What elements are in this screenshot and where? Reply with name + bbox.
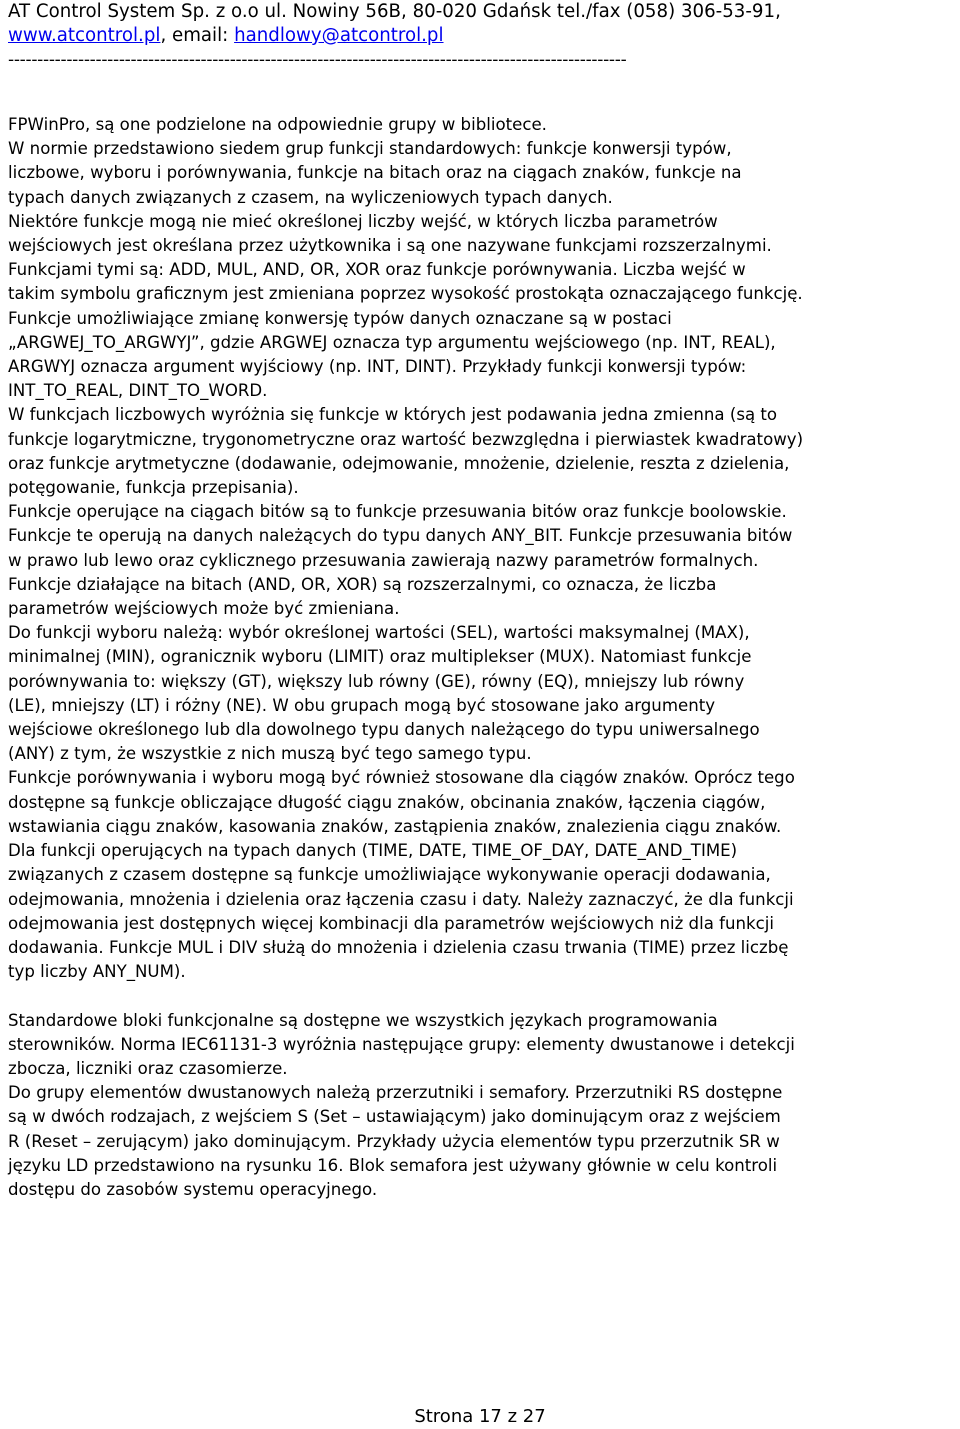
text-line: R (Reset – zerującym) jako dominującym. Przykłady użycia elementów typu przerzutnik SR w xyxy=(8,1131,780,1151)
text-line: (LE), mniejszy (LT) i różny (NE). W obu grupach mogą być stosowane jako argumenty xyxy=(8,695,716,715)
text-line: potęgowanie, funkcja przepisania). xyxy=(8,478,299,498)
text-line: typ liczby ANY_NUM). xyxy=(8,962,186,982)
website-link[interactable]: www.atcontrol.pl xyxy=(8,25,161,46)
text-line: w prawo lub lewo oraz cyklicznego przesuwania zawierają nazwy parametrów formalnych. xyxy=(8,550,759,570)
text-line: INT_TO_REAL, DINT_TO_WORD. xyxy=(8,381,268,401)
text-line: Funkcje operujące na ciągach bitów są to funkcje przesuwania bitów oraz funkcje boolowskie. xyxy=(8,502,787,522)
text-line: Funkcjami tymi są: ADD, MUL, AND, OR, XOR oraz funkcje porównywania. Liczba wejść w xyxy=(8,260,746,280)
header-separator: ---------------------------------------------------------------------------------------------------------- xyxy=(8,50,627,70)
text-line: typach danych związanych z czasem, na wyliczeniowych typach danych. xyxy=(8,187,613,207)
page-header xyxy=(8,0,958,72)
text-line: wejściowe określonego lub dla dowolnego typu danych należącego do typu uniwersalnego xyxy=(8,720,760,740)
text-line: Funkcje te operują na danych należących do typu danych ANY_BIT. Funkcje przesuwania bitów xyxy=(8,526,793,546)
text-line: Funkcje działające na bitach (AND, OR, XOR) są rozszerzalnymi, co oznacza, że liczba xyxy=(8,574,717,594)
text-line: Do funkcji wyboru należą: wybór określonej wartości (SEL), wartości maksymalnej (MAX), xyxy=(8,623,750,643)
text-line: W funkcjach liczbowych wyróżnia się funkcje w których jest podawania jedna zmienna (są to xyxy=(8,405,778,425)
text-line: Do grupy elementów dwustanowych należą przerzutniki i semafory. Przerzutniki RS dostępne xyxy=(8,1083,783,1103)
text-line: W normie przedstawiono siedem grup funkcji standardowych: funkcje konwersji typów, xyxy=(8,139,732,159)
text-line: związanych z czasem dostępne są funkcje umożliwiające wykonywanie operacji dodawania, xyxy=(8,865,771,885)
text-line: sterowników. Norma IEC61131-3 wyróżnia następujące grupy: elementy dwustanowe i detekcji xyxy=(8,1034,795,1054)
text-line: ARGWYJ oznacza argument wyjściowy (np. INT, DINT). Przykłady funkcji konwersji typów: xyxy=(8,357,747,377)
text-line: są w dwóch rodzajach, z wejściem S (Set – ustawiającym) jako dominującym oraz z wejściem xyxy=(8,1107,781,1127)
text-line: zbocza, liczniki oraz czasomierze. xyxy=(8,1058,288,1078)
text-line: Niektóre funkcje mogą nie mieć określonej liczby wejść, w których liczba parametrów xyxy=(8,211,718,231)
text-line: odejmowania jest dostępnych więcej kombinacji dla parametrów wejściowych niż dla funkcji xyxy=(8,913,774,933)
text-line: takim symbolu graficznym jest zmieniana poprzez wysokość prostokąta oznaczającego funkcję. xyxy=(8,284,803,304)
company-info: AT Control System Sp. z o.o ul. Nowiny 56B, 80-020 Gdańsk tel./fax (058) 306-53-91, xyxy=(8,1,781,22)
text-line: porównywania to: większy (GT), większy lub równy (GE), równy (EQ), mniejszy lub równy xyxy=(8,671,745,691)
text-line: „ARGWEJ_TO_ARGWYJ”, gdzie ARGWEJ oznacza typ argumentu wejściowego (np. INT, REAL), xyxy=(8,332,776,352)
email-link[interactable]: handlowy@atcontrol.pl xyxy=(234,25,444,46)
text-line: wejściowych jest określana przez użytkownika i są one nazywane funkcjami rozszerzalnymi. xyxy=(8,236,772,256)
text-line: funkcje logarytmiczne, trygonometryczne oraz wartość bezwzględna i pierwiastek kwadratowy) xyxy=(8,429,804,449)
text-line: (ANY) z tym, że wszystkie z nich muszą być tego samego typu. xyxy=(8,744,532,764)
document-body xyxy=(8,113,960,1202)
text-line: Funkcje porównywania i wyboru mogą być również stosowane dla ciągów znaków. Oprócz tego xyxy=(8,768,795,788)
text-line: dostępne są funkcje obliczające długość ciągu znaków, obcinania znaków, łączenia ciągów, xyxy=(8,792,766,812)
text-line: minimalnej (MIN), ogranicznik wyboru (LIMIT) oraz multiplekser (MUX). Natomiast funkcje xyxy=(8,647,752,667)
text-line: Dla funkcji operujących na typach danych (TIME, DATE, TIME_OF_DAY, DATE_AND_TIME) xyxy=(8,841,738,861)
text-line: języku LD przedstawiono na rysunku 16. Blok semafora jest używany głównie w celu kontroli xyxy=(8,1155,778,1175)
text-line: Funkcje umożliwiające zmianę konwersję typów danych oznaczane są w postaci xyxy=(8,308,672,328)
text-line: dodawania. Funkcje MUL i DIV służą do mnożenia i dzielenia czasu trwania (TIME) przez liczbę xyxy=(8,937,789,957)
page-number: Strona 17 z 27 xyxy=(414,1406,546,1427)
text-line: dostępu do zasobów systemu operacyjnego. xyxy=(8,1179,378,1199)
text-line: oraz funkcje arytmetyczne (dodawanie, odejmowanie, mnożenie, dzielenie, reszta z dzielenia, xyxy=(8,453,790,473)
text-line: liczbowe, wyboru i porównywania, funkcje na bitach oraz na ciągach znaków, funkcje na xyxy=(8,163,742,183)
text-line: parametrów wejściowych może być zmieniana. xyxy=(8,599,400,619)
contact-line xyxy=(8,24,958,48)
email-label: , email: xyxy=(160,25,235,46)
blank-line xyxy=(8,984,960,1008)
text-line: wstawiania ciągu znaków, kasowania znaków, zastąpienia znaków, znalezienia ciągu znaków. xyxy=(8,816,782,836)
text-line: FPWinPro, są one podzielone na odpowiednie grupy w bibliotece. xyxy=(8,115,547,134)
text-line: odejmowania, mnożenia i dzielenia oraz łączenia czasu i daty. Należy zaznaczyć, że dla funkcji xyxy=(8,889,794,909)
text-line: Standardowe bloki funkcjonalne są dostępne we wszystkich językach programowania xyxy=(8,1010,718,1030)
